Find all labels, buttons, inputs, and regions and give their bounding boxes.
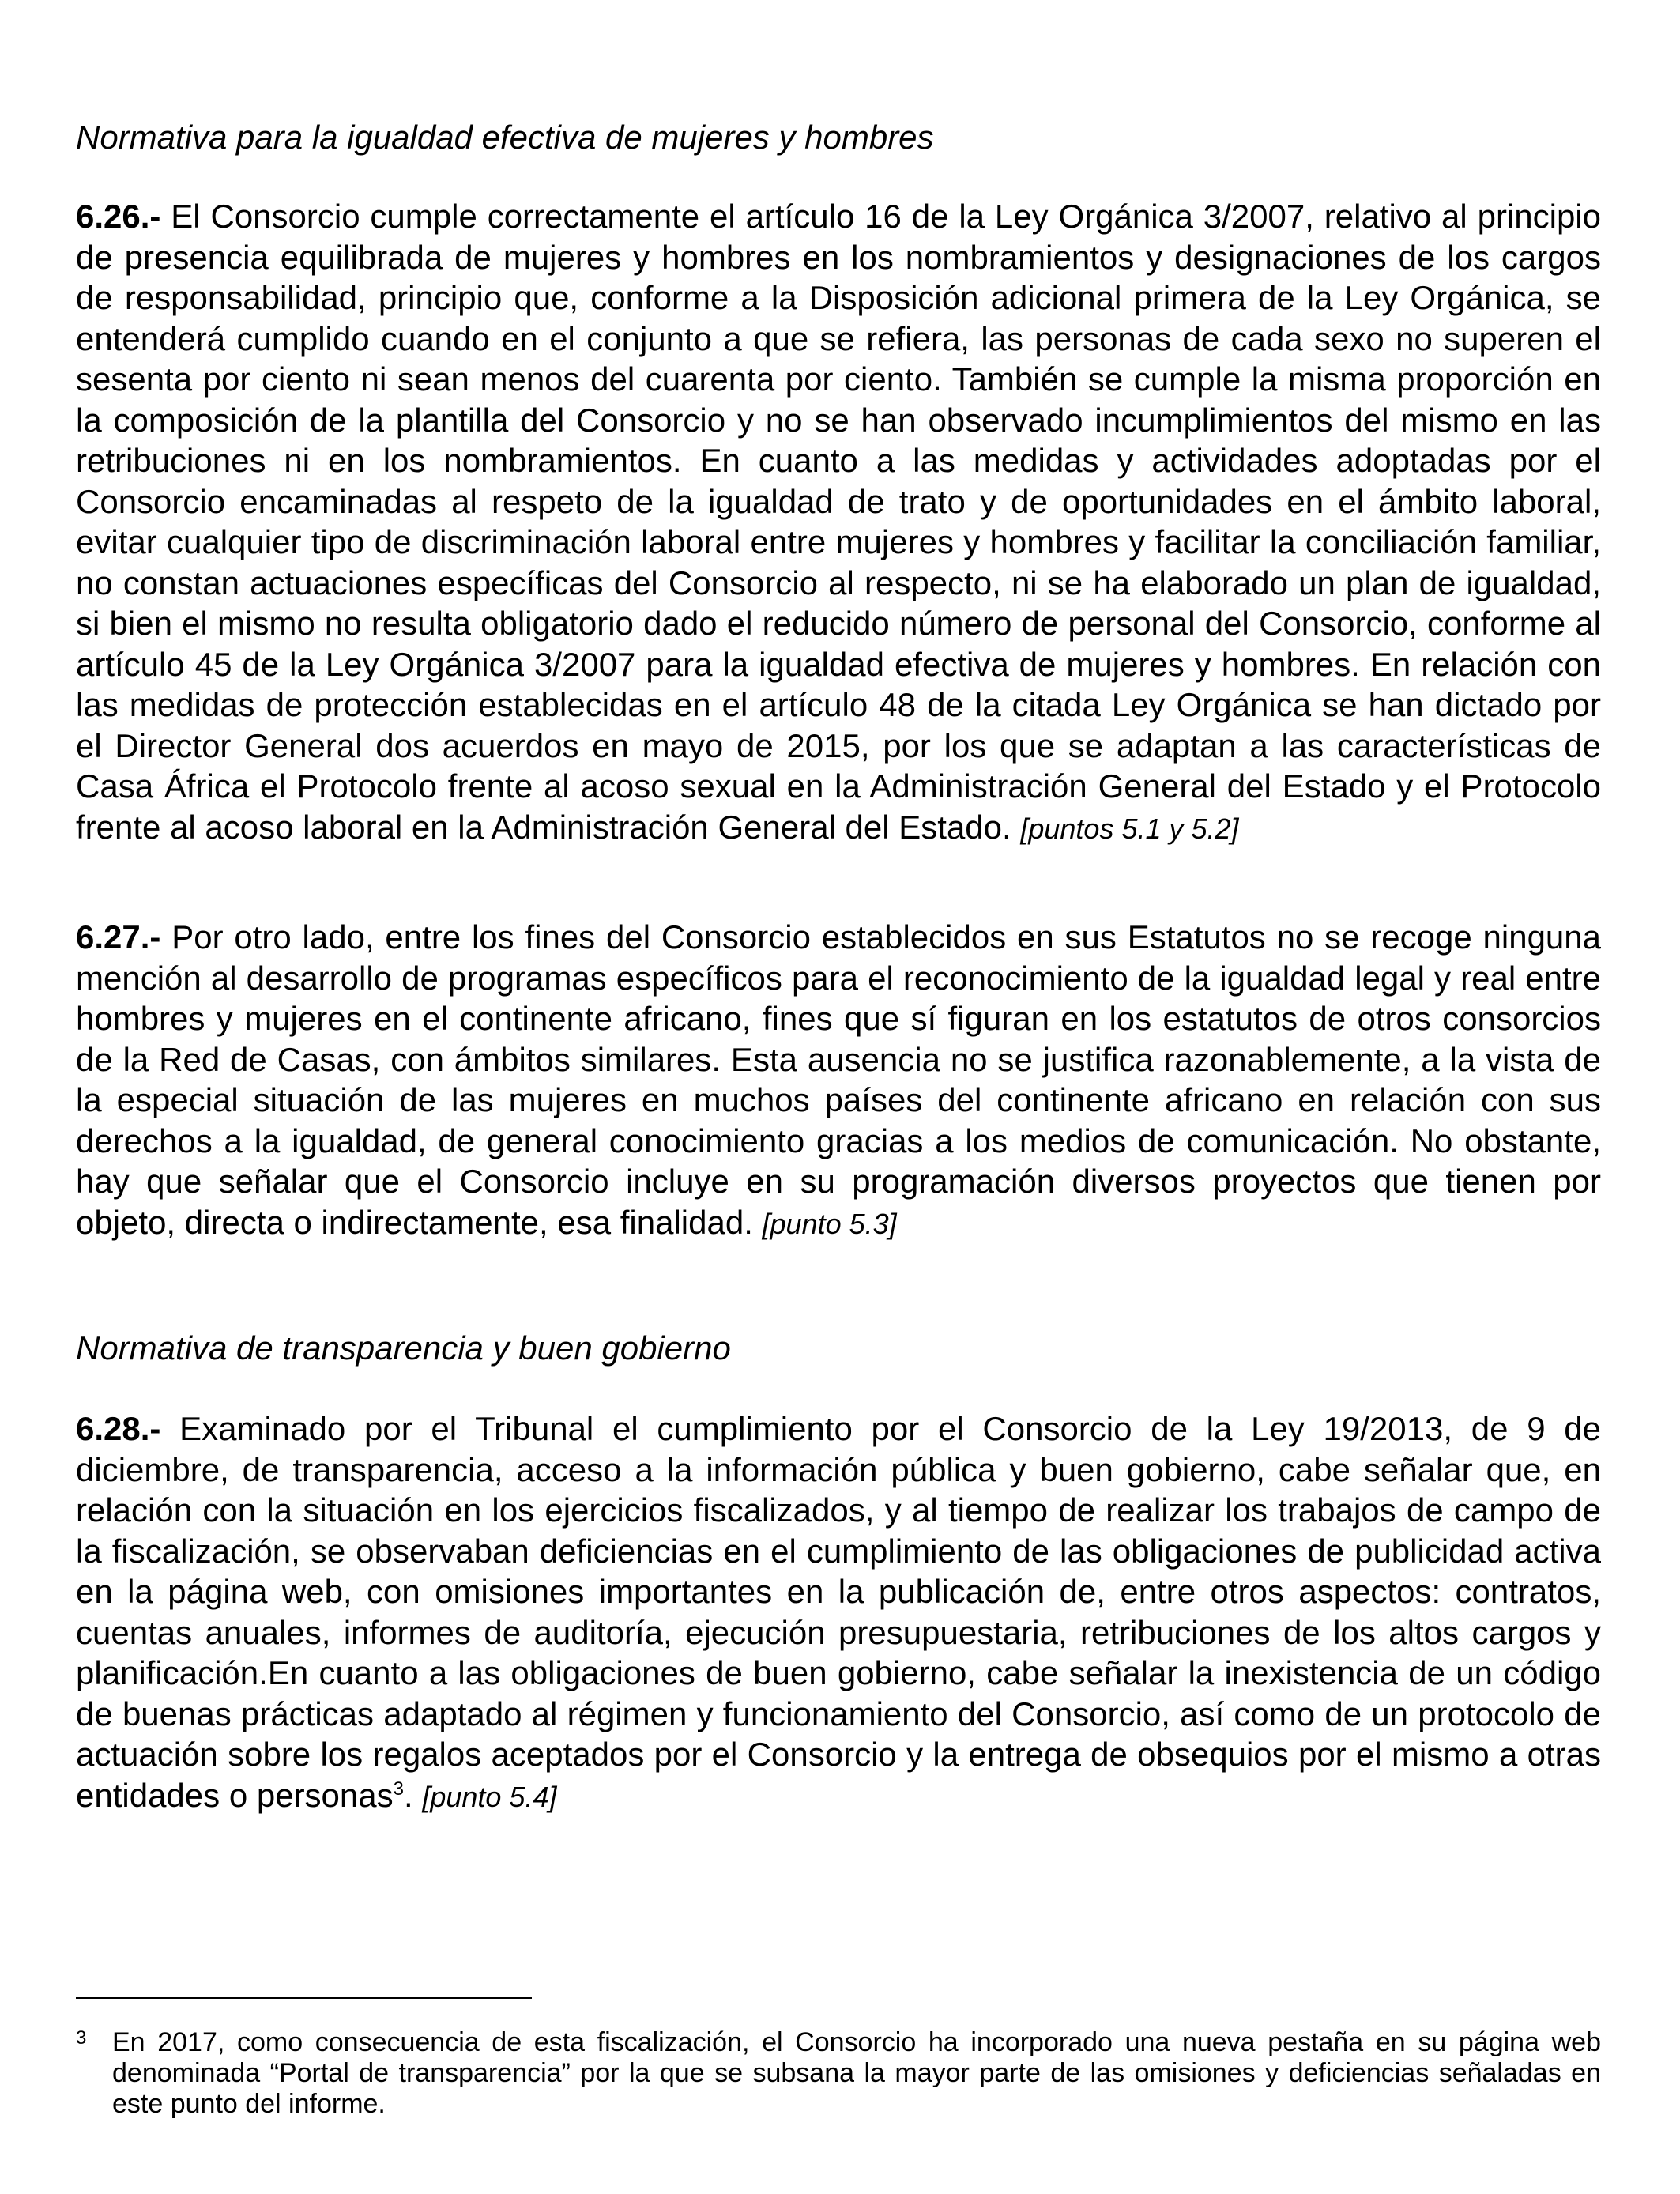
section-heading-transparencia: Normativa de transparencia y buen gobierno xyxy=(76,1329,731,1367)
paragraph-reference: [puntos 5.1 y 5.2] xyxy=(1020,812,1239,845)
paragraph-reference: [punto 5.4] xyxy=(422,1780,557,1813)
paragraph-6-27 xyxy=(76,917,1601,1244)
paragraph-number: 6.26.- xyxy=(76,198,161,235)
document-page xyxy=(76,0,1601,2194)
paragraph-6-26 xyxy=(76,196,1601,849)
footnote-separator xyxy=(76,1997,532,1999)
paragraph-number: 6.28.- xyxy=(76,1410,161,1447)
paragraph-text: El Consorcio cumple correctamente el artículo 16 de la Ley Orgánica 3/2007, relativo al principio de presencia equilibrada de mujeres y hombres en los nombramientos y designaciones de los cargos de responsabilidad, principio que, conforme a la Disposición adicional primera de la Ley Orgánica, se entenderá cumplido cuando en el conjunto a que se refiera, las personas de cada sexo no superen el sesenta por ciento ni sean menos del cuarenta por ciento. También se cumple la misma proporción en la composición de la plantilla del Consorcio y no se han observado incumplimientos del mismo en las retribuciones ni en los nombramientos. En cuanto a las medidas y actividades adoptadas por el Consorcio encaminadas al respeto de la igualdad de trato y de oportunidades en el ámbito laboral, evitar cualquier tipo de discriminación laboral entre mujeres y hombres y facilitar la conciliación familiar, no constan actuaciones específicas del Consorcio al respecto, ni se ha elaborado un plan de igualdad, si bien el mismo no resulta obligatorio dado el reducido número de personal del Consorcio, conforme al artículo 45 de la Ley Orgánica 3/2007 para la igualdad efectiva de mujeres y hombres. En relación con las medidas de protección establecidas en el artículo 48 de la citada Ley Orgánica se han dictado por el Director General dos acuerdos en mayo de 2015, por los que se adaptan a las características de Casa África el Protocolo frente al acoso sexual en la Administración General del Estado y el Protocolo frente al acoso laboral en la Administración General del Estado. xyxy=(76,198,1601,846)
paragraph-text-tail: . xyxy=(403,1776,423,1814)
section-heading-igualdad: Normativa para la igualdad efectiva de mujeres y hombres xyxy=(76,119,934,156)
footnote-reference[interactable]: 3 xyxy=(393,1777,404,1800)
paragraph-number: 6.27.- xyxy=(76,918,161,956)
footnote-mark: 3 xyxy=(76,2027,87,2049)
paragraph-reference: [punto 5.3] xyxy=(762,1207,897,1240)
paragraph-text: Examinado por el Tribunal el cumplimiento por el Consorcio de la Ley 19/2013, de 9 de diciembre, de transparencia, acceso a la información pública y buen gobierno, cabe señalar que, en relación con la situación en los ejercicios fiscalizados, y al tiempo de realizar los trabajos de campo de la fiscalización, se observaban deficiencias en el cumplimiento de las obligaciones de publicidad activa en la página web, con omisiones importantes en la publicación de, entre otros aspectos: contratos, cuentas anuales, informes de auditoría, ejecución presupuestaria, retribuciones de los altos cargos y planificación.En cuanto a las obligaciones de buen gobierno, cabe señalar la inexistencia de un código de buenas prácticas adaptado al régimen y funcionamiento del Consorcio, así como de un protocolo de actuación sobre los regalos aceptados por el Consorcio y la entrega de obsequios por el mismo a otras entidades o personas xyxy=(76,1410,1601,1814)
footnote xyxy=(76,2027,1601,2120)
paragraph-text: Por otro lado, entre los fines del Consorcio establecidos en sus Estatutos no se recoge ninguna mención al desarrollo de programas específicos para el reconocimiento de la igualdad legal y real entre hombres y mujeres en el continente africano, fines que sí figuran en los estatutos de otros consorcios de la Red de Casas, con ámbitos similares. Esta ausencia no se justifica razonablemente, a la vista de la especial situación de las mujeres en muchos países del continente africano en relación con sus derechos a la igualdad, de general conocimiento gracias a los medios de comunicación. No obstante, hay que señalar que el Consorcio incluye en su programación diversos proyectos que tienen por objeto, directa o indirectamente, esa finalidad. xyxy=(76,918,1601,1241)
footnote-text: En 2017, como consecuencia de esta fiscalización, el Consorcio ha incorporado una nueva pestaña en su página web denominada “Portal de transparencia” por la que se subsana la mayor parte de las omisiones y deficiencias señaladas en este punto del informe. xyxy=(112,2027,1601,2119)
paragraph-6-28 xyxy=(76,1408,1601,1817)
